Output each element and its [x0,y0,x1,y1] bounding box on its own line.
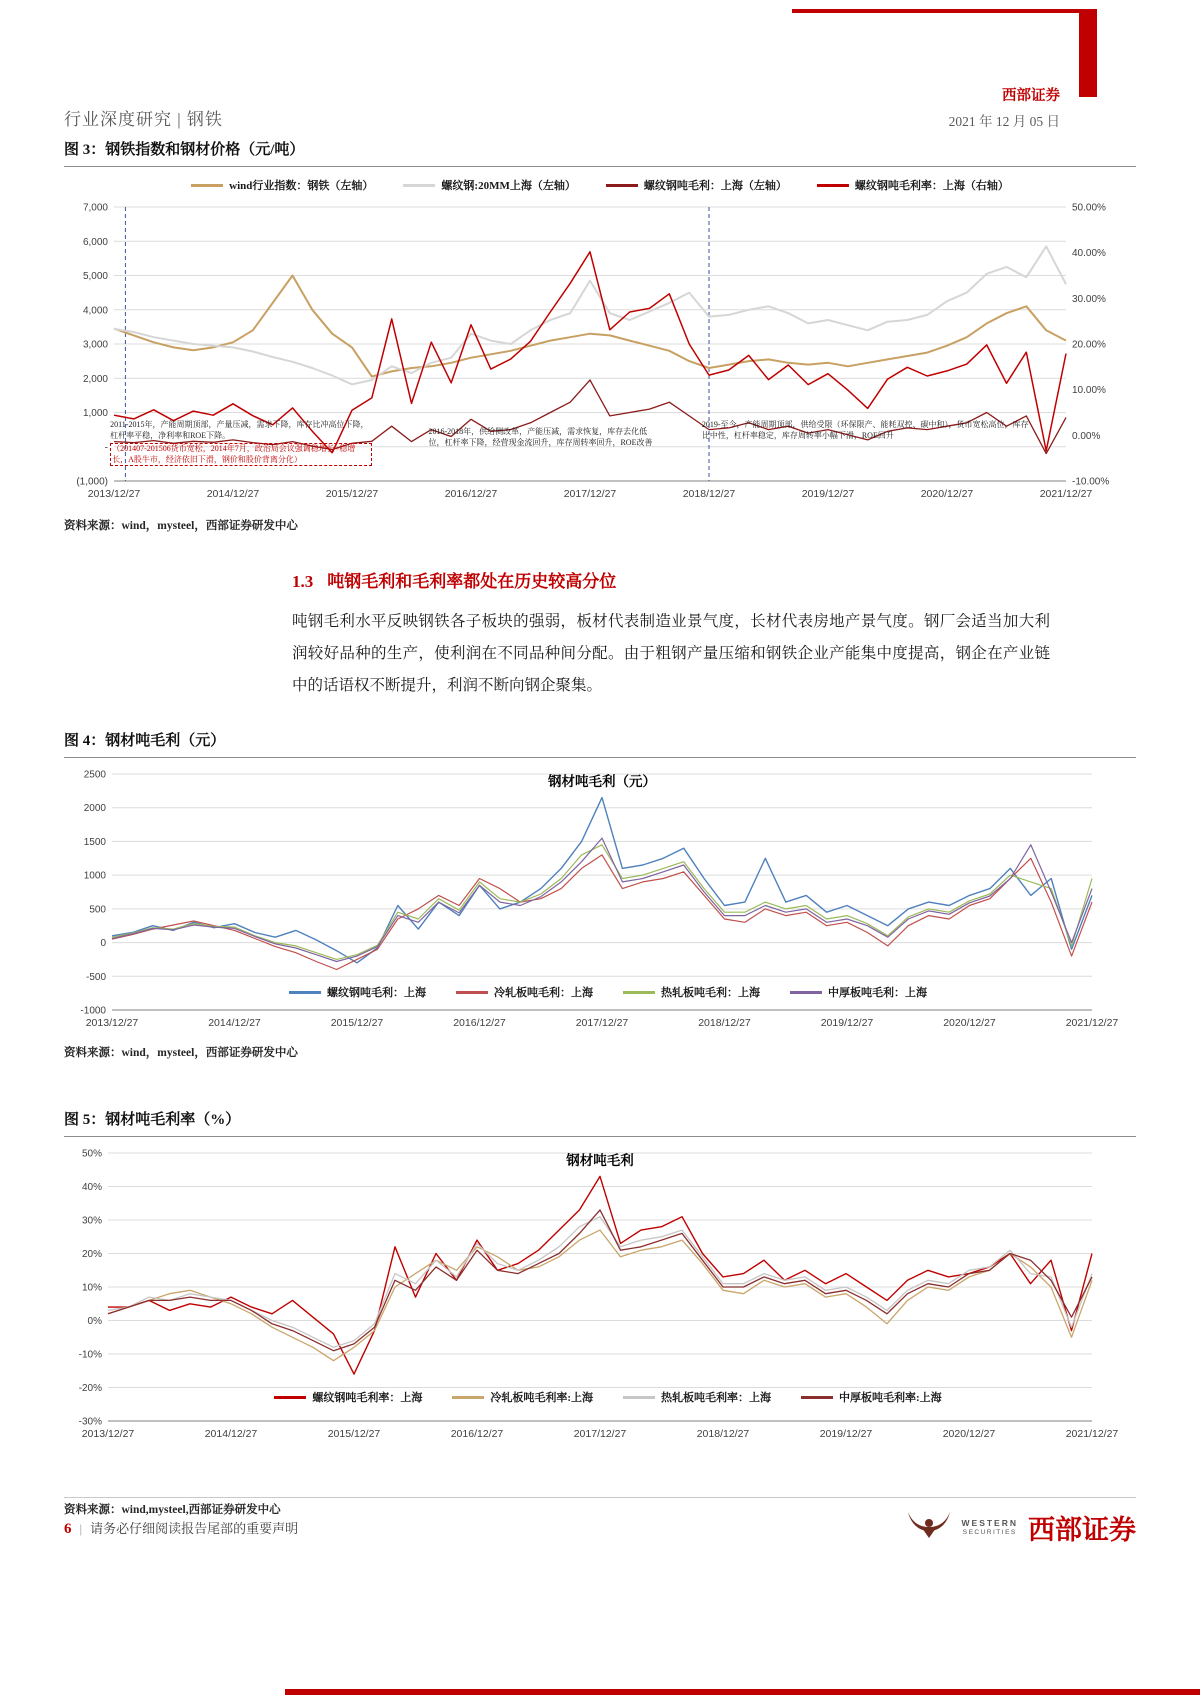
figure-4-title: 图 4：钢材吨毛利（元） [64,733,226,750]
legend-swatch-icon [801,1396,833,1399]
chart-inner-title: 钢材吨毛利（元） [548,774,656,790]
chart-inner-title: 钢材吨毛利 [566,1153,634,1169]
legend-item-3 [801,1389,942,1405]
svg-text:2013/12/27: 2013/12/27 [85,1017,139,1030]
footer-divider: | [79,1520,83,1536]
svg-text:2017/12/27: 2017/12/27 [575,1017,629,1030]
series-line-1 [108,1230,1092,1361]
svg-text:2019/12/27: 2019/12/27 [819,1428,873,1441]
page-footer [64,1497,1136,1547]
svg-text:0.00%: 0.00% [1072,430,1101,442]
legend-item-1 [403,177,575,193]
legend-swatch-icon [191,184,223,187]
svg-text:-10%: -10% [78,1349,102,1361]
legend-label: 螺纹钢吨毛利：上海 [327,987,426,1000]
report-category: 行业深度研究 | 钢铁 [64,110,223,129]
legend-label: 热轧板吨毛利率：上海 [661,1392,771,1405]
legend-label: 冷轧板吨毛利：上海 [494,987,593,1000]
logo-wordmark [962,1519,1019,1536]
legend-item-1 [456,984,593,1000]
legend-label: 螺纹钢吨毛利：上海（左轴） [643,180,787,192]
svg-text:2000: 2000 [83,803,106,815]
svg-text:2020/12/27: 2020/12/27 [942,1428,996,1441]
ton-profit-chart [64,764,1136,1034]
annotation-text: （201407-201506货币宽松，2014年7月，政治局会议强调稳增长+稳增长，A股牛市，经济依旧下滑，钢价和股价背离分化） [110,443,372,467]
legend-item-2 [623,1389,771,1405]
legend-item-2 [623,984,760,1000]
annotation-text: 2016-2018年，供给侧改革，产能压减，需求恢复，库存去化低位，杠杆率下降，经营现金流回升，库存周转率回升，ROE改善 [428,426,653,447]
svg-text:30%: 30% [81,1215,102,1227]
section-body: 吨钢毛利水平反映钢铁各子板块的强弱，板材代表制造业景气度，长材代表房地产景气度。钢厂会适当加大利润较好品种的生产，使利润在不同品种间分配。由于粗钢产量压缩和钢铁企业产能集中度提高，钢企在产业链中的话语权不断提升，利润不断向钢企聚集。 [292,613,1050,694]
svg-text:2013/12/27: 2013/12/27 [87,488,141,500]
footer-note: 请务必仔细阅读报告尾部的重要声明 [90,1520,299,1536]
svg-text:0%: 0% [87,1316,102,1328]
section-title: 吨钢毛利和毛利率都处在历史较高分位 [327,572,617,591]
gridlines [112,774,1092,1010]
svg-text:2021/12/27: 2021/12/27 [1065,1428,1119,1441]
svg-text:20.00%: 20.00% [1072,339,1106,351]
legend-item-1 [452,1389,593,1405]
legend-label: 螺纹钢:20MM上海（左轴） [441,180,576,192]
legend-label: 中厚板吨毛利率:上海 [839,1392,942,1405]
figure-5 [64,1108,1136,1517]
svg-text:1,000: 1,000 [82,408,108,419]
svg-text:-10.00%: -10.00% [1072,476,1110,488]
svg-text:2500: 2500 [83,769,106,781]
svg-text:2016/12/27: 2016/12/27 [453,1017,506,1030]
annotation-text: 2011-2015年，产能周期顶部，产量压减，需求下降，库存比冲高位下降，杠杆率平稳，净利率和ROE下降。 [110,420,369,440]
gridlines [108,1153,1092,1421]
svg-text:10.00%: 10.00% [1072,385,1106,397]
svg-text:2018/12/27: 2018/12/27 [696,1428,750,1441]
svg-text:2015/12/27: 2015/12/27 [327,1428,381,1441]
series-line-1 [112,855,1092,970]
annotation-text: 2019-至今，产能周期顶部，供给受限（环保限产、能耗双控、碳中和），货币宽松高位，库存比中性，杠杆率稳定，库存周转率小幅下滑，ROE回升 [701,420,1029,440]
svg-text:500: 500 [89,904,106,916]
legend-swatch-icon [289,991,321,994]
svg-text:2015/12/27: 2015/12/27 [330,1017,384,1030]
page-number: 6 [64,1520,72,1537]
svg-text:-: - [104,442,108,454]
top-accent-line [792,9,1097,13]
bottom-accent-bar [285,1689,1200,1695]
svg-text:2021/12/27: 2021/12/27 [1039,488,1093,500]
svg-text:30.00%: 30.00% [1072,293,1106,305]
figure-4-source: 资料来源：wind，mysteel，西部证券研发中心 [64,1047,298,1060]
legend-item-3 [817,177,1009,193]
svg-text:1000: 1000 [83,870,106,882]
svg-text:2019/12/27: 2019/12/27 [801,488,855,500]
figure-4 [64,729,1136,1060]
chart-legend [64,173,1136,195]
legend-swatch-icon [817,184,849,187]
figure-5-source: 资料来源：wind,mysteel,西部证券研发中心 [64,1504,281,1517]
steel-index-chart [64,173,1136,507]
legend-label: 中厚板吨毛利：上海 [828,987,927,1000]
top-accent-bar [1079,9,1097,97]
svg-text:-20%: -20% [78,1383,102,1395]
chart-annotation-2 [702,420,1032,442]
series-line-1 [114,246,1066,384]
legend-swatch-icon [274,1396,306,1399]
svg-text:7,000: 7,000 [82,202,108,214]
series-line-2 [108,1217,1092,1348]
svg-text:3,000: 3,000 [82,339,108,351]
footer-logo-block [906,1508,1137,1547]
legend-item-0 [289,984,426,1000]
svg-text:2016/12/27: 2016/12/27 [450,1428,504,1441]
legend-swatch-icon [606,184,638,187]
legend-label: 螺纹钢吨毛利率：上海（右轴） [854,180,1009,192]
legend-label: wind行业指数：钢铁（左轴） [229,180,374,192]
legend-item-2 [606,177,787,193]
section-number: 1.3 [292,572,314,591]
legend-swatch-icon [456,991,488,994]
series-line-0 [108,1177,1092,1375]
chart-annotation-1 [428,427,653,449]
figure-3-title: 图 3：钢铁指数和钢材价格（元/吨） [64,142,305,158]
series-line-0 [114,276,1066,377]
svg-text:2016/12/27: 2016/12/27 [444,488,498,500]
legend-swatch-icon [790,991,822,994]
svg-text:(1,000): (1,000) [76,476,108,488]
svg-text:10%: 10% [81,1282,102,1294]
svg-text:50%: 50% [81,1148,102,1160]
footer-brand: 西部证券 [1028,1515,1136,1545]
svg-text:2013/12/27: 2013/12/27 [81,1428,135,1441]
svg-text:50.00%: 50.00% [1072,202,1106,214]
svg-text:4,000: 4,000 [82,305,108,317]
svg-text:40.00%: 40.00% [1072,248,1106,260]
svg-text:1500: 1500 [83,837,106,849]
svg-text:40%: 40% [81,1182,102,1194]
header-right [949,84,1060,130]
section-heading [292,567,1136,592]
svg-text:2018/12/27: 2018/12/27 [698,1017,751,1030]
svg-text:20%: 20% [81,1249,102,1261]
footer-disclaimer [64,1518,298,1538]
svg-text:2017/12/27: 2017/12/27 [573,1428,627,1441]
legend-item-0 [191,177,373,193]
svg-text:-30%: -30% [78,1416,102,1428]
svg-text:2020/12/27: 2020/12/27 [943,1017,996,1030]
svg-text:6,000: 6,000 [82,236,108,248]
legend-label: 热轧板吨毛利：上海 [661,987,760,1000]
svg-text:-1000: -1000 [80,1005,106,1017]
svg-text:2014/12/27: 2014/12/27 [204,1428,258,1441]
western-securities-bull-icon [906,1511,952,1544]
chart-legend [124,1389,1092,1405]
logo-line2: SECURITIES [962,1528,1017,1536]
svg-text:0: 0 [100,938,106,950]
figure-rule [64,757,1136,758]
svg-text:2018/12/27: 2018/12/27 [682,488,736,500]
legend-swatch-icon [452,1396,484,1399]
figure-rule [64,166,1136,167]
figure-3-source: 资料来源：wind，mysteel，西部证券研发中心 [64,520,298,532]
svg-text:2,000: 2,000 [82,373,108,385]
legend-swatch-icon [403,184,435,187]
figure-3 [64,138,1136,533]
logo-line1: WESTERN [961,1517,1018,1528]
ton-margin-chart [64,1143,1136,1445]
page-header [64,84,1060,130]
report-date: 2021 年 12 月 05 日 [948,114,1060,129]
figure-5-title: 图 5：钢材吨毛利率（%） [64,1112,241,1129]
legend-label: 螺纹钢吨毛利率：上海 [312,1392,423,1405]
svg-text:5,000: 5,000 [82,271,108,282]
chart-legend [124,984,1092,1000]
legend-swatch-icon [623,991,655,994]
figure-rule [64,1136,1136,1137]
legend-item-0 [274,1389,422,1405]
svg-text:-500: -500 [85,972,106,984]
svg-text:2021/12/27: 2021/12/27 [1065,1017,1119,1030]
brand-name: 西部证券 [1002,88,1060,104]
svg-text:2017/12/27: 2017/12/27 [563,488,617,500]
legend-item-3 [790,984,927,1000]
svg-text:2014/12/27: 2014/12/27 [208,1017,261,1030]
svg-text:2019/12/27: 2019/12/27 [820,1017,874,1030]
svg-text:2014/12/27: 2014/12/27 [206,488,260,500]
svg-text:2015/12/27: 2015/12/27 [325,488,379,500]
legend-swatch-icon [623,1396,655,1399]
svg-text:2020/12/27: 2020/12/27 [920,488,974,500]
chart-annotation-0 [110,420,372,466]
legend-label: 冷轧板吨毛利率:上海 [490,1392,593,1405]
